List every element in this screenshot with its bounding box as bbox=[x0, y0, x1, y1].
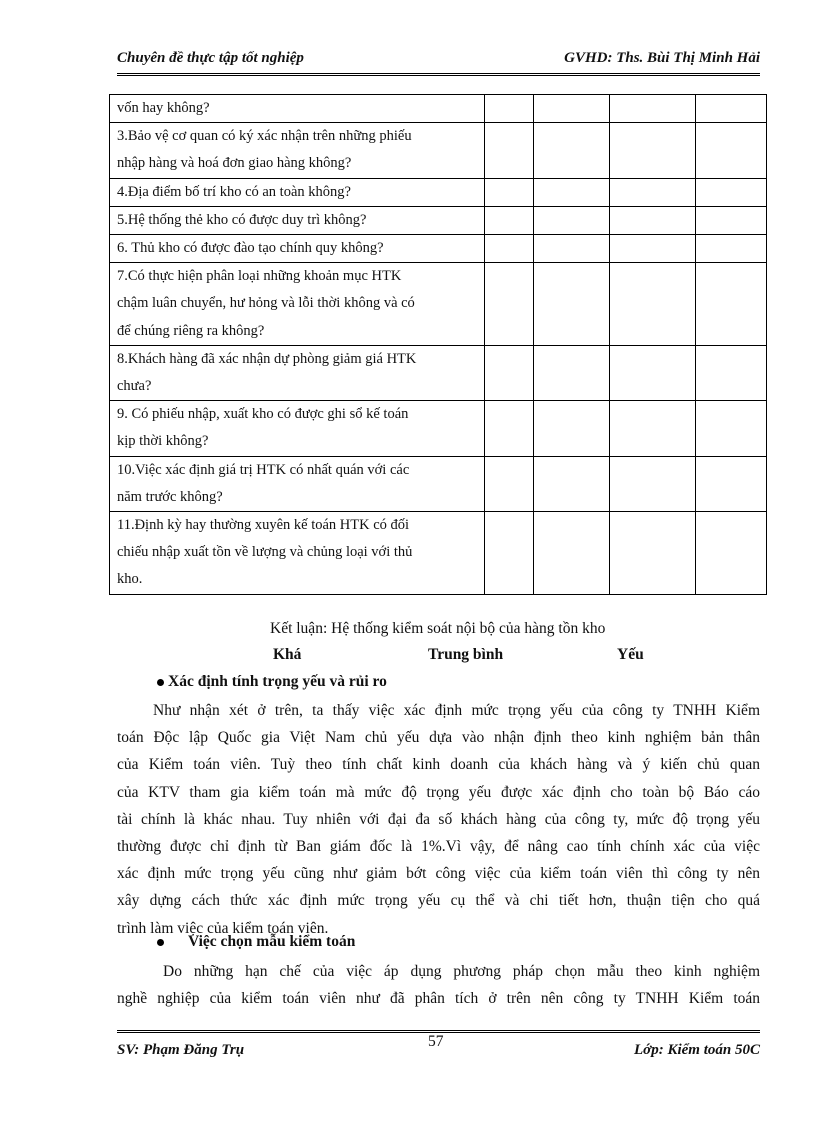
checklist-question bbox=[110, 95, 485, 123]
bullet-icon bbox=[157, 939, 164, 946]
answer-cell bbox=[696, 401, 767, 456]
header-document-title: Chuyên đề thực tập tốt nghiệp bbox=[117, 50, 304, 66]
question-line: 10.Việc xác định giá trị HTK có nhất quán với các bbox=[117, 461, 410, 478]
header-supervisor: GVHD: Ths. Bùi Thị Minh Hải bbox=[564, 50, 760, 66]
section-heading-materiality bbox=[157, 673, 387, 691]
answer-cell bbox=[696, 263, 767, 346]
answer-cell bbox=[485, 263, 534, 346]
answer-cell bbox=[533, 263, 610, 346]
footer-student: SV: Phạm Đăng Trụ bbox=[117, 1042, 245, 1058]
answer-cell bbox=[533, 95, 610, 123]
answer-cell bbox=[696, 178, 767, 206]
answer-cell bbox=[533, 401, 610, 456]
sampling-paragraph bbox=[117, 958, 760, 1012]
answer-cell bbox=[610, 123, 696, 178]
materiality-paragraph bbox=[117, 697, 760, 942]
answer-cell bbox=[533, 123, 610, 178]
question-line: kho. bbox=[117, 571, 143, 588]
checklist-question bbox=[110, 345, 485, 400]
question-line: 4.Địa điểm bố trí kho có an toàn không? bbox=[117, 183, 351, 200]
answer-cell bbox=[485, 512, 534, 595]
answer-cell bbox=[533, 178, 610, 206]
question-line: 9. Có phiếu nhập, xuất kho có được ghi sổ kế toán bbox=[117, 406, 409, 423]
answer-cell bbox=[696, 345, 767, 400]
answer-cell bbox=[610, 263, 696, 346]
paragraph-line: nghề nghiệp của kiểm toán viên như đã phân tích ở trên nên công ty TNHH Kiểm toán bbox=[117, 990, 760, 1008]
header-divider bbox=[117, 73, 760, 76]
question-line: vốn hay không? bbox=[117, 100, 210, 116]
checklist-row bbox=[110, 178, 767, 206]
answer-cell bbox=[485, 456, 534, 511]
answer-cell bbox=[696, 456, 767, 511]
checklist-row bbox=[110, 512, 767, 595]
checklist-row bbox=[110, 263, 767, 346]
page-header bbox=[117, 50, 760, 72]
paragraph-line: trình làm việc của kiểm toán viên. bbox=[117, 919, 329, 937]
paragraph-line: của KTV tham gia kiểm toán mà mức độ trọng yếu được xác định cho toàn bộ Báo cáo bbox=[117, 783, 760, 801]
answer-cell bbox=[610, 456, 696, 511]
question-line: chưa? bbox=[117, 378, 152, 395]
question-line: 11.Định kỳ hay thường xuyên kế toán HTK có đối bbox=[117, 517, 410, 534]
section-heading-sampling bbox=[157, 933, 355, 951]
question-line: chiếu nhập xuất tồn về lượng và chủng loại với thủ bbox=[117, 544, 413, 561]
checklist-question bbox=[110, 263, 485, 346]
checklist-row bbox=[110, 456, 767, 511]
question-line: 7.Có thực hiện phân loại những khoản mục HTK bbox=[117, 268, 402, 285]
paragraph-line: xác định mức trọng yếu cũng như giảm bớt công việc của kiểm toán viên thì công ty nên bbox=[117, 865, 760, 883]
paragraph-line: xây dựng cách thức xác định mức trọng yếu cụ thể và chi tiết hơn, thuận tiện cho quá bbox=[117, 892, 760, 910]
answer-cell bbox=[696, 123, 767, 178]
bullet-icon bbox=[157, 679, 164, 686]
rating-average: Trung bình bbox=[428, 646, 504, 663]
answer-cell bbox=[610, 345, 696, 400]
answer-cell bbox=[533, 206, 610, 234]
question-line: để chúng riêng ra không? bbox=[117, 322, 265, 339]
checklist-question bbox=[110, 401, 485, 456]
answer-cell bbox=[696, 206, 767, 234]
paragraph-line: toán Độc lập Quốc gia Việt Nam chủ yếu dựa vào nhận định theo kinh nghiệm bản thân bbox=[117, 729, 760, 747]
paragraph-line: thường được chỉ định từ Ban giám đốc là 1%.Vì vậy, để nâng cao tính chính xác của việc bbox=[117, 837, 760, 855]
section-heading-text: Việc chọn mẫu kiểm toán bbox=[188, 933, 356, 950]
answer-cell bbox=[485, 235, 534, 263]
question-line: 8.Khách hàng đã xác nhận dự phòng giảm giá HTK bbox=[117, 350, 417, 367]
answer-cell bbox=[485, 345, 534, 400]
checklist-question bbox=[110, 123, 485, 178]
checklist-question bbox=[110, 235, 485, 263]
answer-cell bbox=[485, 95, 534, 123]
question-line: nhập hàng và hoá đơn giao hàng không? bbox=[117, 155, 352, 172]
rating-good: Khá bbox=[273, 646, 302, 663]
answer-cell bbox=[485, 401, 534, 456]
paragraph-line: của Kiểm toán viên. Tuỳ theo tính chất kinh doanh của khách hàng và ý kiến chủ quan bbox=[117, 756, 760, 774]
paragraph-line: Do những hạn chế của việc áp dụng phương pháp chọn mẫu theo kinh nghiệm bbox=[163, 963, 760, 980]
question-line: 5.Hệ thống thẻ kho có được duy trì không? bbox=[117, 211, 367, 228]
checklist-row bbox=[110, 123, 767, 178]
paragraph-line: Như nhận xét ở trên, ta thấy việc xác định mức trọng yếu của công ty TNHH Kiểm bbox=[153, 702, 760, 719]
answer-cell bbox=[533, 456, 610, 511]
footer-class: Lớp: Kiểm toán 50C bbox=[634, 1042, 760, 1058]
answer-cell bbox=[610, 401, 696, 456]
answer-cell bbox=[696, 512, 767, 595]
paragraph-line: tài chính là khác nhau. Tuy nhiên với đại đa số khách hàng của công ty, mức độ trọng yếu bbox=[117, 810, 760, 828]
page-number: 57 bbox=[428, 1033, 444, 1050]
answer-cell bbox=[610, 235, 696, 263]
question-line: 6. Thủ kho có được đào tạo chính quy không? bbox=[117, 240, 384, 257]
checklist-question bbox=[110, 178, 485, 206]
checklist-row bbox=[110, 235, 767, 263]
control-checklist-table bbox=[109, 94, 767, 595]
answer-cell bbox=[610, 512, 696, 595]
rating-weak: Yếu bbox=[617, 646, 644, 663]
question-line: 3.Bảo vệ cơ quan có ký xác nhận trên những phiếu bbox=[117, 128, 412, 145]
answer-cell bbox=[696, 95, 767, 123]
answer-cell bbox=[533, 235, 610, 263]
checklist-question bbox=[110, 512, 485, 595]
checklist-row bbox=[110, 95, 767, 123]
checklist-row bbox=[110, 401, 767, 456]
answer-cell bbox=[533, 512, 610, 595]
section-heading-text: Xác định tính trọng yếu và rủi ro bbox=[168, 673, 387, 690]
question-line: kịp thời không? bbox=[117, 433, 209, 450]
answer-cell bbox=[610, 178, 696, 206]
answer-cell bbox=[533, 345, 610, 400]
answer-cell bbox=[485, 206, 534, 234]
answer-cell bbox=[485, 123, 534, 178]
answer-cell bbox=[610, 95, 696, 123]
answer-cell bbox=[610, 206, 696, 234]
answer-cell bbox=[485, 178, 534, 206]
conclusion-text: Kết luận: Hệ thống kiểm soát nội bộ của hàng tồn kho bbox=[270, 620, 606, 637]
question-line: chậm luân chuyển, hư hỏng và lỗi thời không và có bbox=[117, 295, 415, 312]
answer-cell bbox=[696, 235, 767, 263]
checklist-question bbox=[110, 206, 485, 234]
checklist-row bbox=[110, 345, 767, 400]
checklist-row bbox=[110, 206, 767, 234]
checklist-question bbox=[110, 456, 485, 511]
question-line: năm trước không? bbox=[117, 488, 223, 505]
